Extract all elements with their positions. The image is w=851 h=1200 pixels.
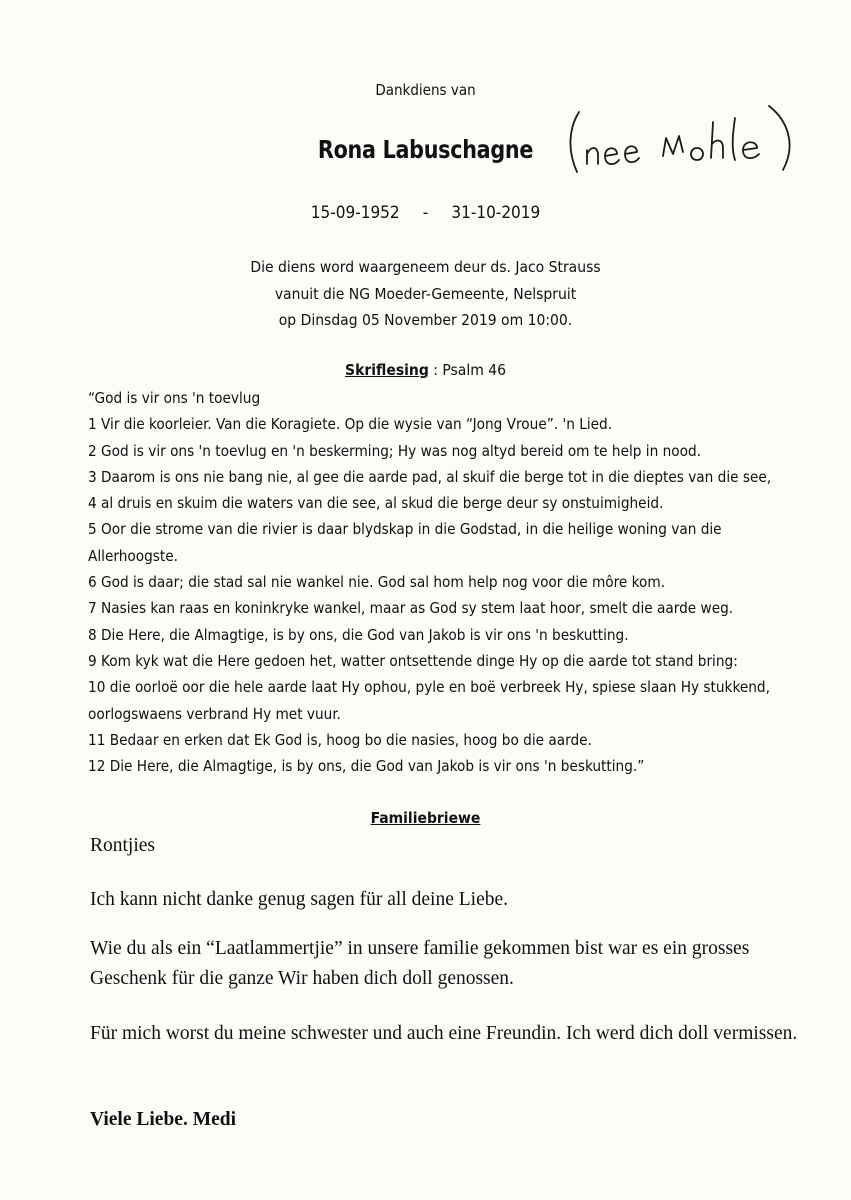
verse-line: 12 Die Here, die Almagtige, is by ons, die God van Jakob is vir ons 'n beskutting.” (88, 757, 645, 776)
family-letters-heading: Familiebriewe (370, 809, 481, 827)
birth-date: 15-09-1952 (310, 203, 400, 223)
service-datetime: op Dinsdag 05 November 2019 om 10:00. (278, 311, 573, 329)
verse-line: “God is vir ons 'n toevlug (88, 389, 261, 407)
verse-line: oorlogswaens verbrand Hy met vuur. (88, 704, 341, 723)
scripture-reading-heading (0, 361, 851, 379)
verse-line: 5 Oor die strome van die rivier is daar blydskap in die Godstad, in die heilige woning van die (88, 520, 722, 539)
scripture-label: Skriflesing (345, 361, 429, 379)
verse-line: 8 Die Here, die Almagtige, is by ons, die God van Jakob is vir ons 'n beskutting. (88, 625, 629, 644)
verse-line: 2 God is vir ons 'n toevlug en 'n beskerming; Hy was nog altyd bereid om te help in nood. (88, 441, 701, 460)
verse-line: 7 Nasies kan raas en koninkryke wankel, maar as God sy stem laat hoor, smelt die aarde weg. (88, 599, 734, 618)
scripture-separator: : (428, 361, 443, 379)
deceased-name: Rona Labuschagne (317, 135, 534, 164)
service-heading: Dankdiens van (375, 81, 476, 99)
handwritten-maiden-name (565, 98, 805, 188)
service-officiant: Die diens word waargeneem deur ds. Jaco Strauss (250, 258, 601, 276)
verse-line: 10 die oorloë oor die hele aarde laat Hy ophou, pyle en boë verbreek Hy, spiese slaan Hy stukkend, (88, 678, 770, 697)
verse-line: 11 Bedaar en erken dat Ek God is, hoog bo die nasies, hoog bo die aarde. (88, 730, 592, 749)
scripture-text (88, 385, 808, 779)
life-dates (0, 203, 851, 223)
verse-line: 6 God is daar; die stad sal nie wankel nie. God sal hom help nog voor die môre kom. (88, 573, 666, 592)
death-date: 31-10-2019 (451, 203, 541, 223)
date-separator: - (422, 203, 429, 223)
verse-line: Allerhoogste. (88, 546, 178, 565)
verse-line: 1 Vir die koorleier. Van die Koragiete. Op die wysie van “Jong Vroue”. 'n Lied. (88, 415, 613, 434)
verse-line: 4 al druis en skuim die waters van die see, al skud die berge deur sy onstuimigheid. (88, 494, 664, 513)
service-venue: vanuit die NG Moeder-Gemeente, Nelspruit (274, 285, 577, 303)
verse-line: 9 Kom kyk wat die Here gedoen het, watter ontsettende dinge Hy op die aarde tot stand bring: (88, 651, 738, 670)
letter-paragraph: Wie du als ein “Laatlammertjie” in unsere familie gekommen bist war es ein grosses Geschenk für die ganze Wir haben dich doll genossen. (90, 938, 750, 989)
letter-signature: Viele Liebe. Medi (90, 1109, 237, 1130)
letter-paragraph: Ich kann nicht danke genug sagen für all deine Liebe. (90, 889, 509, 910)
verse-line: 3 Daarom is ons nie bang nie, al gee die aarde pad, al skuif die berge tot in die dieptes van die see, (88, 467, 772, 486)
scripture-reference: Psalm 46 (442, 361, 506, 379)
letter-paragraph: Für mich worst du meine schwester und auch eine Freundin. Ich werd dich doll vermissen. (90, 1023, 798, 1044)
letter-salutation: Rontjies (90, 835, 156, 856)
